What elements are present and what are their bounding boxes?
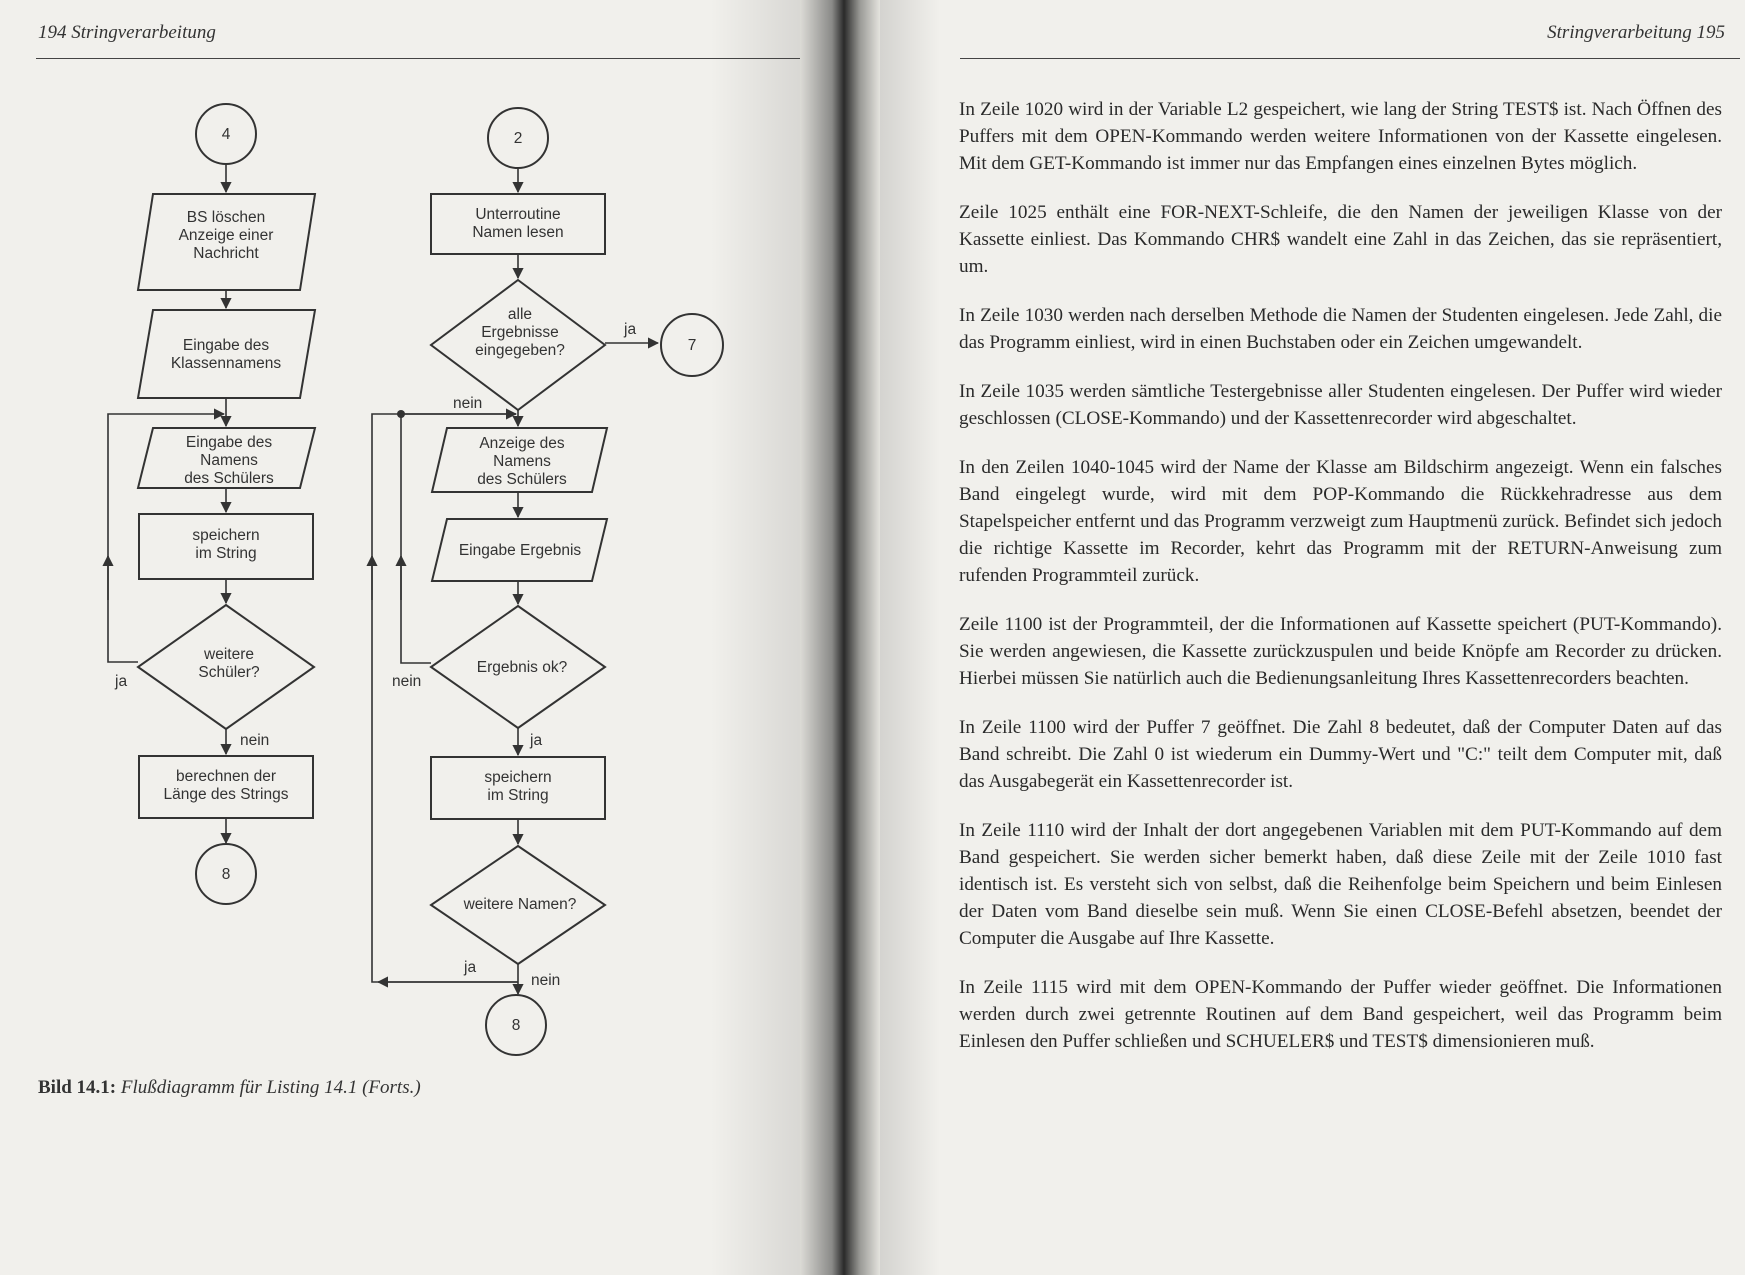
connector-label: 4 [221, 126, 231, 143]
left-page [0, 0, 800, 1275]
connector-label: 2 [513, 130, 523, 147]
page-shadow [880, 0, 940, 1275]
paragraph: In Zeile 1110 wird der Inhalt der dort angegebenen Variablen mit dem PUT-Kommando auf dem Band gespeichert. Sie werden sicher bemerkt haben, daß diese Zeile mit der Zeile 1010 fast identisch ist. Es versteht sich von selbst, daß die Reihenfolge beim Speichern und beim Einlesen der Daten vom Band dieselbe sein muß. Wenn Sie einen CLOSE-Befehl absetzen, beendet der Computer die Ausgabe auf Ihre Kassette. [959, 820, 1722, 949]
yes-label: ja [115, 673, 128, 690]
paragraph: Zeile 1100 ist der Programmteil, der die Informationen auf Kassette speichert (PUT-Kommando). Sie werden angewiesen, die Kassette zurückzuspulen und beide Knöpfe am Recorder zu drücken. Hierbei müssen Sie natürlich auch die Bedienungsanleitung Ihres Kassettenrecorders beachten. [959, 614, 1722, 689]
shape-label: Länge des Strings [163, 786, 289, 803]
header-rule [960, 58, 1740, 59]
connector-label: 7 [687, 337, 697, 354]
shape-label: im String [487, 787, 549, 804]
shape-label: Namen lesen [472, 224, 564, 241]
page-header-left: 194 Stringverarbeitung [38, 22, 216, 43]
yes-label: ja [624, 321, 637, 338]
right-page [880, 0, 1745, 1275]
shape-label: BS löschen [186, 209, 266, 226]
shape-label: Anzeige einer [178, 227, 274, 244]
paragraph: In Zeile 1035 werden sämtliche Testergebnisse aller Studenten eingelesen. Der Puffer wird wieder geschlossen (CLOSE-Kommando) und der Kassettenrecorder wird abgeschaltet. [959, 381, 1722, 429]
no-label: nein [453, 395, 483, 412]
paragraph: In Zeile 1020 wird in der Variable L2 gespeichert, wie lang der String TEST$ ist. Nach Öffnen des Puffers mit dem OPEN-Kommando werden weitere Informationen von der Kassette eingelesen. Mit dem GET-Kommando ist immer nur das Empfangen eines einzelnen Bytes möglich. [959, 99, 1722, 174]
shape-label: berechnen der [176, 768, 276, 785]
body-text [959, 96, 1722, 1077]
caption-text: Flußdiagramm für Listing 14.1 (Forts.) [120, 1077, 421, 1098]
shape-label: eingegeben? [475, 342, 565, 359]
page-header-right: Stringverarbeitung 195 [1547, 22, 1725, 43]
caption-label: Bild 14.1: [38, 1077, 117, 1098]
figure-caption [38, 1077, 421, 1099]
shape-label: weitere Namen? [463, 896, 577, 913]
paragraph: In den Zeilen 1040-1045 wird der Name der Klasse am Bildschirm angezeigt. Wenn ein falsches Band eingelegt wurde, wird mit dem POP-Kommando die Rückkehradresse aus dem Stapelspeicher entfernt und das Programm verzweigt zum Hauptmenü zurück. Befindet sich jedoch die richtige Kassette im Recorder, kehrt das Programm mit der RETURN-Anweisung zum rufenden Programmteil zurück. [959, 457, 1722, 586]
shape-label: Eingabe des [182, 337, 270, 354]
shape-label: speichern [484, 769, 552, 786]
no-label: nein [531, 972, 561, 989]
shape-label: weitere [204, 646, 254, 663]
shape-label: Unterroutine [475, 206, 561, 223]
shape-label: Klassennamens [170, 355, 282, 372]
connector-label: 8 [511, 1017, 521, 1034]
paragraph: In Zeile 1030 werden nach derselben Methode die Namen der Studenten eingelesen. Jede Zahl, die das Programm einliest, wird in einen Buchstaben oder ein Zeichen umgewandelt. [959, 305, 1722, 353]
connector-label: 8 [221, 866, 231, 883]
shape-label: des Schülers [477, 471, 567, 488]
io-input-class-name [138, 310, 315, 398]
paragraph: Zeile 1025 enthält eine FOR-NEXT-Schleife, die den Namen der jeweiligen Klasse von der Kassette einliest. Das Kommando CHR$ wandelt eine Zahl in das Zeichen, das sie repräsentiert, um. [959, 202, 1722, 277]
shape-label: Ergebnis ok? [476, 659, 568, 676]
paragraph: In Zeile 1100 wird der Puffer 7 geöffnet. Die Zahl 8 bedeutet, daß der Computer Daten auf das Band schreibt. Die Zahl 0 ist wiederum ein Dummy-Wert und "C:" teilt dem Computer mit, daß das Ausgabegerät ein Kassettenrecorder ist. [959, 717, 1722, 792]
no-label: nein [392, 673, 422, 690]
no-label: nein [240, 732, 270, 749]
paragraph: In Zeile 1115 wird mit dem OPEN-Kommando der Puffer wieder geöffnet. Die Informationen werden durch zwei getrennte Routinen auf dem Band gespeichert, weil das Programm beim Einlesen den Puffer schließen und SCHUELER$ und TEST$ dimensionieren muß. [959, 977, 1722, 1052]
yes-label: ja [530, 732, 543, 749]
shape-label: Eingabe des [185, 434, 273, 451]
shape-label: Schüler? [198, 664, 260, 681]
shape-label: speichern [192, 527, 260, 544]
shape-label: im String [195, 545, 257, 562]
book-gutter [800, 0, 880, 1275]
shape-label: alle [507, 306, 533, 323]
shape-label: Eingabe Ergebnis [458, 542, 582, 559]
yes-label: ja [464, 959, 477, 976]
shape-label: Nachricht [193, 245, 259, 262]
shape-label: Anzeige des [479, 435, 565, 452]
shape-label: Namens [200, 452, 258, 469]
shape-label: Namens [493, 453, 551, 470]
shape-label: Ergebnisse [481, 324, 559, 341]
shape-label: des Schülers [184, 470, 274, 487]
